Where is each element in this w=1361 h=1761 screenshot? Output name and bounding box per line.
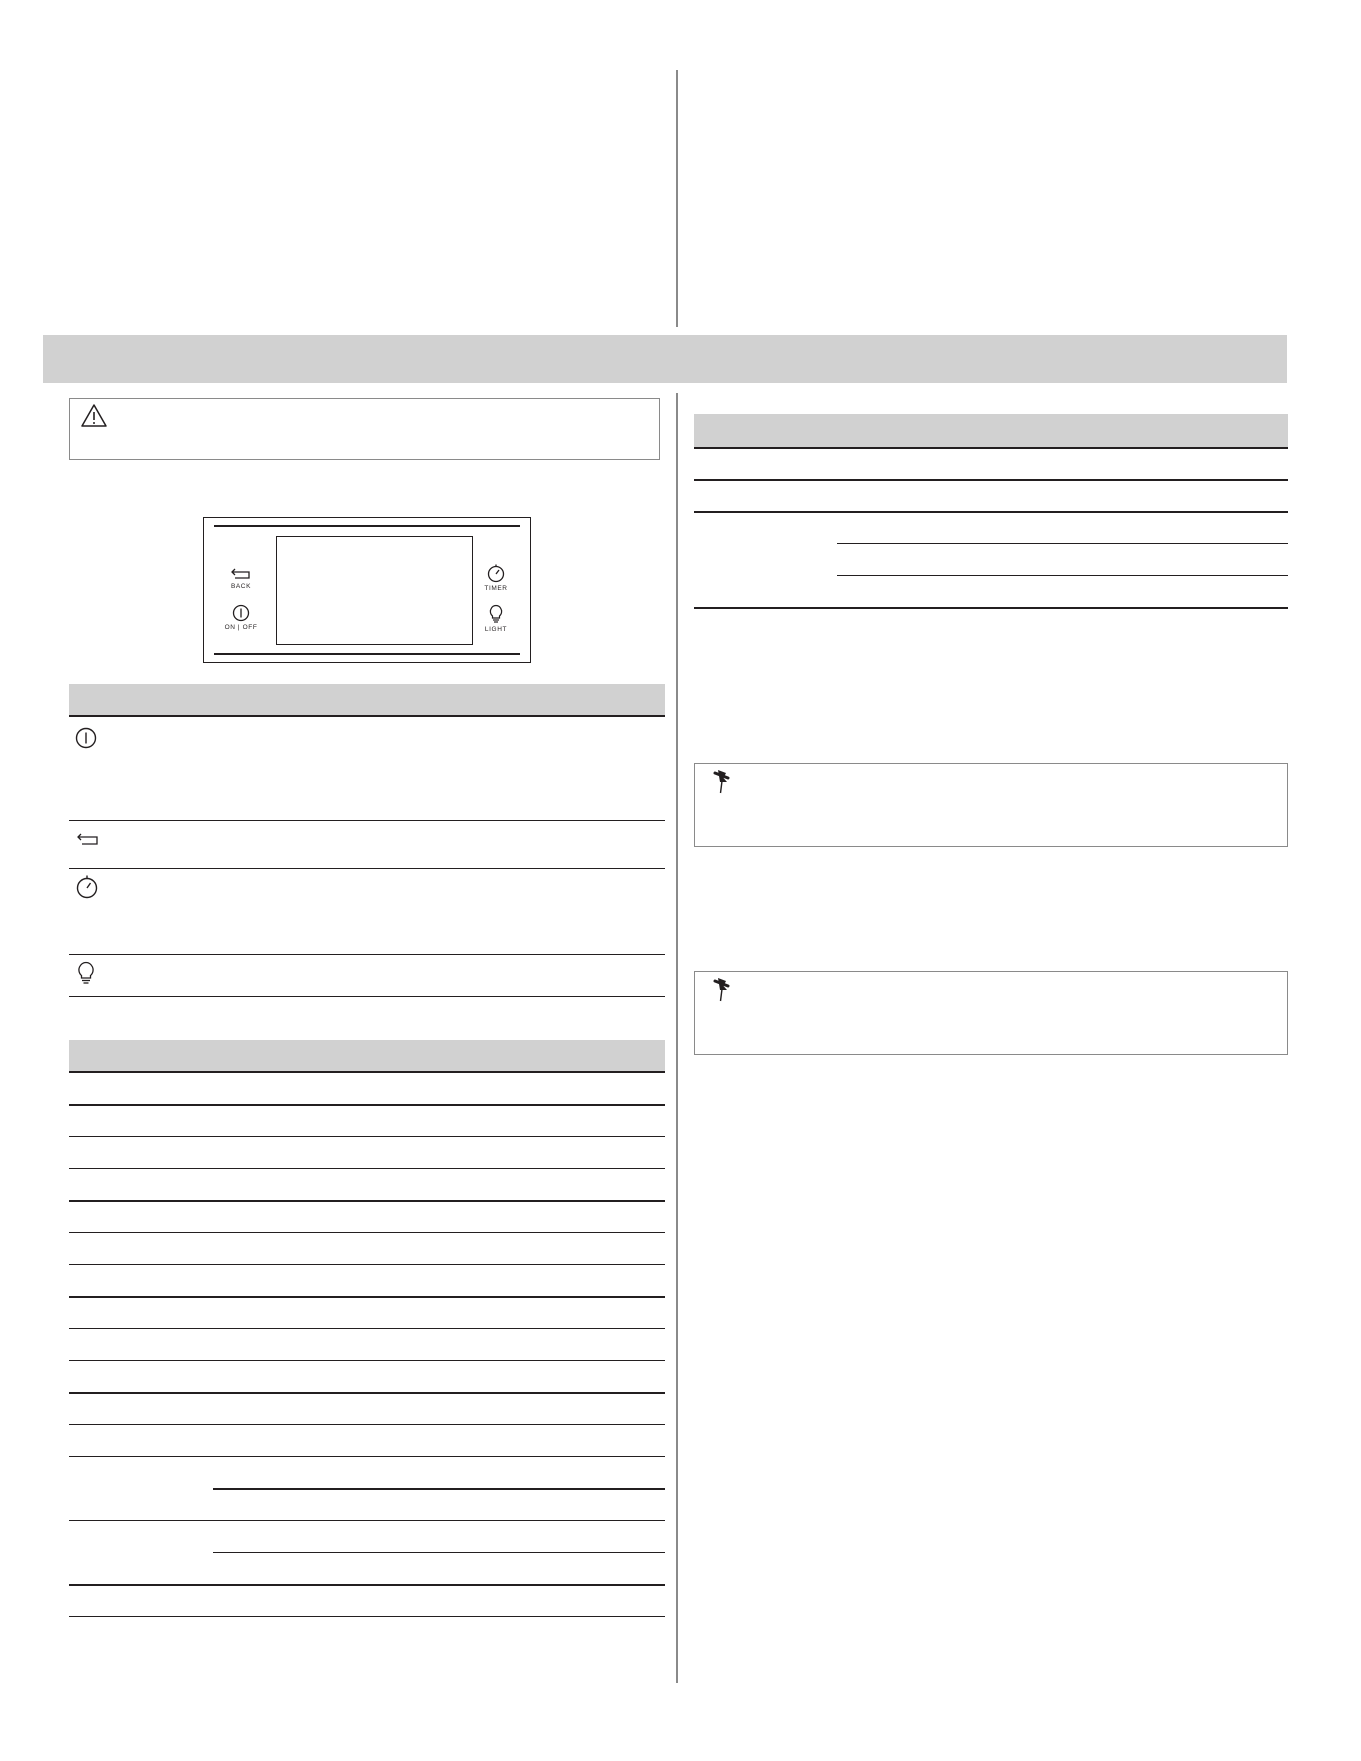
note-box xyxy=(694,971,1288,1055)
table-row-divider xyxy=(69,1392,665,1394)
timer-label: TIMER xyxy=(484,585,508,592)
control-panel-diagram xyxy=(203,517,531,663)
light-label: LIGHT xyxy=(484,626,508,633)
power-icon xyxy=(232,604,250,622)
table-row-divider xyxy=(837,543,1288,544)
table-row-divider xyxy=(837,575,1288,576)
controls-row-divider xyxy=(69,954,665,955)
table-row-divider xyxy=(69,1264,665,1265)
table-row-divider xyxy=(69,1136,665,1137)
timer-icon xyxy=(75,874,99,905)
table-row-divider xyxy=(69,1104,665,1106)
touch-display xyxy=(276,536,473,645)
table-row-divider xyxy=(694,479,1288,481)
table-row-divider xyxy=(69,1360,665,1361)
table-row-divider xyxy=(69,1616,665,1617)
column-divider-bottom xyxy=(676,393,678,1683)
settings-table xyxy=(69,1040,665,1680)
settings-table-header xyxy=(69,1040,665,1073)
section-banner xyxy=(43,335,1287,383)
table-row-divider xyxy=(69,1168,665,1169)
note-box xyxy=(694,763,1288,847)
pushpin-icon xyxy=(711,975,733,1008)
warning-triangle-icon xyxy=(80,403,108,434)
table-row-divider xyxy=(69,1456,665,1457)
panel-top-bar xyxy=(214,525,520,527)
timer-button[interactable] xyxy=(473,563,519,592)
table-row-divider xyxy=(69,1424,665,1425)
back-arrow-icon xyxy=(75,832,101,853)
table-row-divider xyxy=(69,1296,665,1298)
table-row-divider xyxy=(69,1200,665,1202)
right-table xyxy=(694,414,1288,609)
light-bulb-icon xyxy=(76,961,96,990)
controls-row-divider xyxy=(69,820,665,821)
table-row-divider xyxy=(213,1488,665,1490)
table-row-divider xyxy=(694,511,1288,513)
table-row-divider xyxy=(69,1328,665,1329)
warning-box xyxy=(69,398,660,460)
table-row-divider xyxy=(69,1520,665,1521)
controls-table xyxy=(69,684,665,997)
table-row-divider xyxy=(213,1552,665,1553)
table-row-divider xyxy=(694,607,1288,609)
panel-bottom-bar xyxy=(214,653,520,655)
light-button[interactable] xyxy=(473,604,519,633)
column-divider-top xyxy=(676,70,678,327)
light-bulb-icon xyxy=(488,604,504,624)
right-table-header xyxy=(694,414,1288,449)
pushpin-icon xyxy=(711,767,733,800)
table-row-divider xyxy=(69,1232,665,1233)
controls-table-bottom-rule xyxy=(69,996,665,997)
controls-table-header xyxy=(69,684,665,717)
power-icon xyxy=(75,727,97,754)
on-off-label: ON | OFF xyxy=(224,624,258,631)
back-button[interactable] xyxy=(218,567,264,590)
controls-row-divider xyxy=(69,868,665,869)
on-off-button[interactable] xyxy=(218,604,264,631)
table-row-divider xyxy=(69,1584,665,1586)
back-label: BACK xyxy=(230,583,252,590)
back-arrow-icon xyxy=(229,567,253,581)
timer-icon xyxy=(486,563,506,583)
